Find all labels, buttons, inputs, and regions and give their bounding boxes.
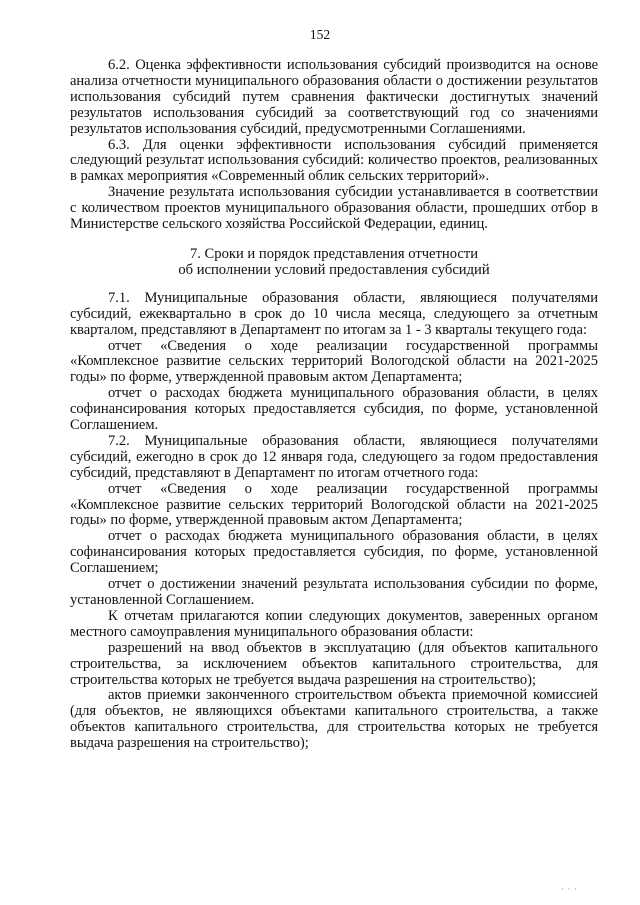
paragraph-report-expenses-quarterly: отчет о расходах бюджета муниципального образования области, в целях софинансирования которых предоставляется субсидия, по форме, установленной Соглашением. (70, 385, 598, 434)
paragraph-commissioning-permits: разрешений на ввод объектов в эксплуатацию (для объектов капитального строительства, за исключением объектов капитального строительства, для строительства которых не требуется выдача разрешения на строительство); (70, 639, 598, 688)
paragraph-6-2: 6.2. Оценка эффективности использования субсидий производится на основе анализа отчетности муниципального образования области о достижении результатов использования субсидий путем сравнения фактически достигнутых значений результатов использования субсидий за соответствующий год со значениями результатов использования субсидий, предусмотренными Соглашениями. (70, 57, 598, 137)
page-number: 152 (309, 27, 331, 42)
section-heading-line-2: об исполнении условий предоставления субсидий (178, 261, 490, 278)
scan-artifact-mark: ▪ ▪ ▪ (562, 886, 579, 891)
paragraph-attachments: К отчетам прилагаются копии следующих документов, заверенных органом местного самоуправления муниципального образования области: (70, 607, 598, 640)
paragraph-report-expenses-annual: отчет о расходах бюджета муниципального образования области, в целях софинансирования которых предоставляется субсидия, по форме, установленной Соглашением; (70, 528, 598, 577)
paragraph-result-value: Значение результата использования субсидии устанавливается в соответствии с количеством проектов муниципального образования области, прошедших отбор в Министерстве сельского хозяйства Российской Федерации, единиц. (70, 184, 598, 233)
paragraph-acceptance-acts: актов приемки законченного строительством объекта приемочной комиссией (для объектов, не являющихся объектами капитального строительства, а также объектов капитального строительства, для строительства которых не требуется выдача разрешения на строительство); (70, 687, 598, 752)
paragraph-6-3: 6.3. Для оценки эффективности использования субсидий применяется следующий результат использования субсидий: количество проектов, реализованных в рамках мероприятия «Современный облик сельских территорий». (70, 136, 598, 185)
paragraph-report-program-quarterly: отчет «Сведения о ходе реализации государственной программы «Комплексное развитие сельских территорий Вологодской области на 2021-2025 годы» по форме, утвержденной правовым актом Департамента; (70, 337, 598, 386)
section-heading-line-1: 7. Сроки и порядок представления отчетности (189, 245, 479, 262)
section-7-heading (70, 247, 598, 279)
paragraph-report-results: отчет о достижении значений результата использования субсидии по форме, установленной Соглашением. (70, 576, 598, 608)
document-body (70, 58, 598, 752)
paragraph-7-1: 7.1. Муниципальные образования области, являющиеся получателями субсидий, ежеквартально в срок до 10 числа месяца, следующего за отчетным кварталом, представляют в Департамент по итогам за 1 - 3 кварталы текущего года: (70, 289, 598, 338)
paragraph-7-2: 7.2. Муниципальные образования области, являющиеся получателями субсидий, ежегодно в срок до 12 января года, следующего за годом предоставления субсидий, представляют в Департамент по итогам отчетного года: (70, 432, 598, 481)
paragraph-report-program-annual: отчет «Сведения о ходе реализации государственной программы «Комплексное развитие сельских территорий Вологодской области на 2021-2025 годы» по форме, утвержденной правовым актом Департамента; (70, 480, 598, 529)
